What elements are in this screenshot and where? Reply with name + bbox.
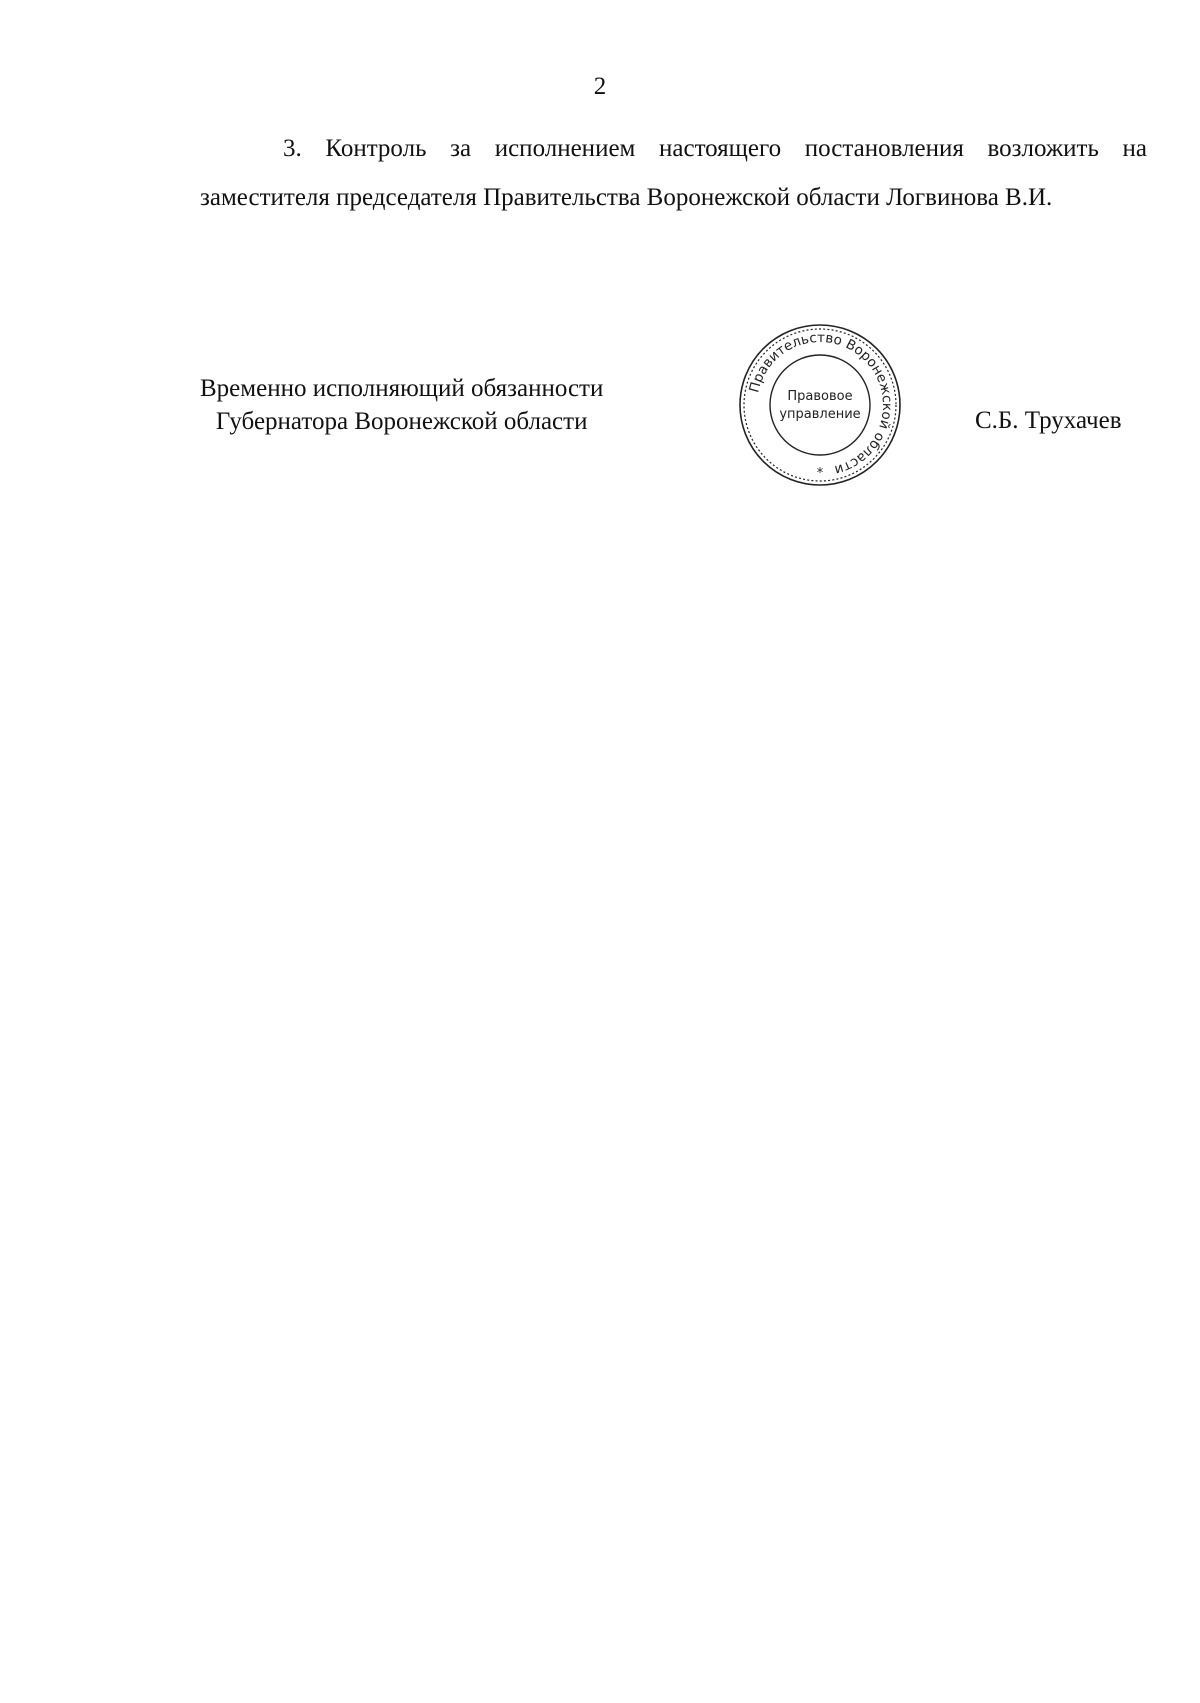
seal-ring-text: Правительство Воронежской области bbox=[746, 329, 896, 479]
official-seal bbox=[737, 322, 903, 488]
seal-star: * bbox=[816, 466, 824, 481]
signatory-position-line1: Временно исполняющий обязанности bbox=[200, 375, 604, 402]
seal-center-line2: управление bbox=[779, 407, 861, 422]
signatory-name: С.Б. Трухачев bbox=[975, 407, 1122, 434]
body-paragraph: 3. Контроль за исполнением настоящего постановления возложить на заместителя председателя Правительства Воронежской области Логвинова В.И. bbox=[200, 135, 1147, 211]
seal-inner-ring bbox=[770, 355, 870, 455]
seal-dotted-ring bbox=[744, 329, 896, 481]
seal-center-line1: Правовое bbox=[787, 389, 853, 404]
seal-outer-ring bbox=[740, 325, 900, 485]
signatory-position-line2: Губернатора Воронежской области bbox=[215, 408, 588, 435]
signatory-position bbox=[200, 372, 603, 438]
page-number: 2 bbox=[593, 73, 607, 100]
